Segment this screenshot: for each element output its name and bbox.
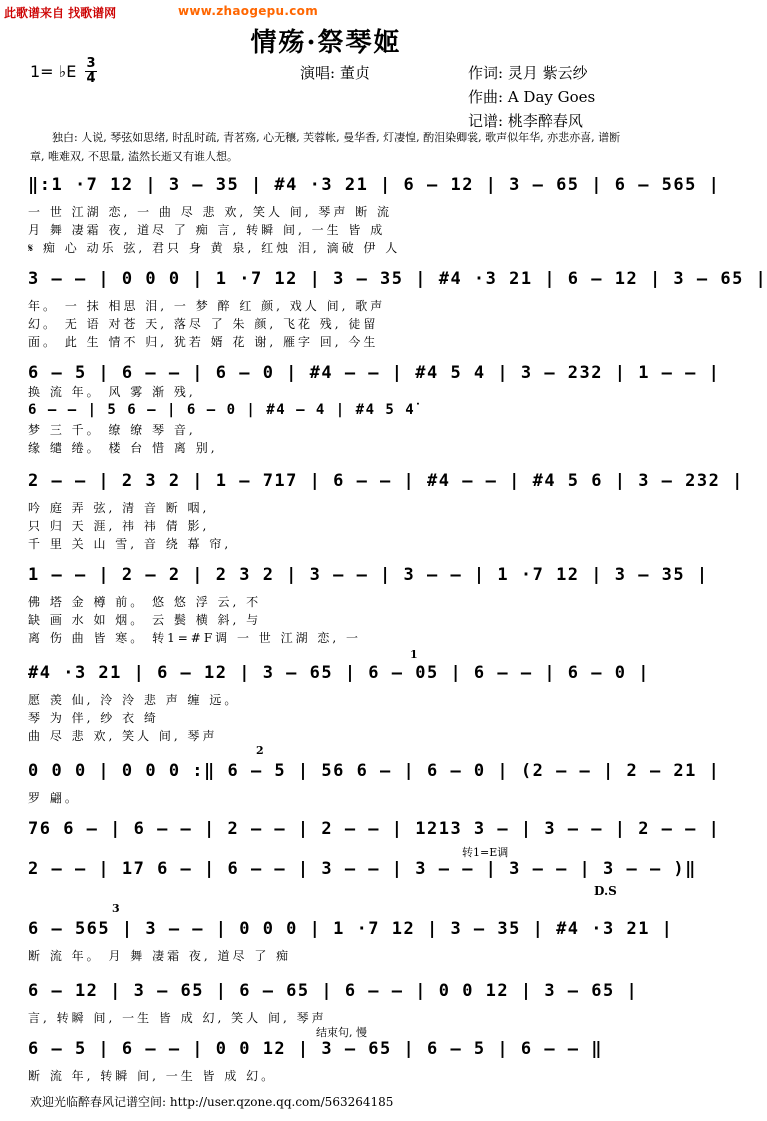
lyric-verse-3: 缘 缱 绻。 楼 台 惜 离 别,: [28, 441, 218, 455]
lyric-verse-3: 离 伤 曲 皆 寒。 转1=#F调 一 世 江湖 恋, 一: [28, 631, 362, 645]
time-signature-bottom: 4: [86, 71, 96, 86]
volta-1-label: 1: [410, 648, 418, 661]
notes-line: 2 – – | 17 6 – | 6 – – | 3 – – | 3 – – | 3 – – | 3 – – )‖: [28, 859, 697, 879]
lyric-verse-1: 断 流 年。 月 舞 凄霜 夜, 道尽 了 痴: [28, 949, 292, 963]
lyric-verse-1: 断 流 年, 转瞬 间, 一生 皆 成 幻。: [28, 1069, 277, 1083]
intro-monologue: 独白: 人说, 琴弦如思绪, 时乱时疏, 青茗殇, 心无穰, 芙蓉帐, 曼华香, 灯凄惶, 酌泪染卿裳, 歌声似年华, 亦悲亦喜, 谱断章, 唯难双, 不思量, 溘然长逝又有谁人想。: [30, 131, 621, 163]
notes-line: ‖:1 ·7 12 | 3 – 35 | #4 ·3 21 | 6 – 12 | 3 – 65 | 6 – 565 |: [28, 175, 721, 195]
score-system-3: [28, 360, 721, 460]
lyric-verse-1: 言, 转瞬 间, 一生 皆 成 幻, 笑人 间, 琴声: [28, 1011, 327, 1025]
ending-tempo-marking: 结束句, 慢: [316, 1026, 367, 1039]
lyric-verse-2: 琴 为 伴, 纱 衣 绮: [28, 711, 159, 725]
notes-line: 76 6 – | 6 – – | 2 – – | 2 – – | 1213 3 – | 3 – – | 2 – – |: [28, 819, 721, 839]
key-signature: 1= ♭E: [30, 62, 77, 81]
score-system-8: [28, 816, 721, 846]
footer-credit: 欢迎光临醉春风记谱空间: http://user.qzone.qq.com/563264185: [30, 1095, 394, 1109]
lyric-verse-2: 梦 三 千。 缭 缭 琴 音,: [28, 423, 196, 437]
lyric-verse-3: 曲 尽 悲 欢, 笑人 间, 琴声: [28, 729, 218, 743]
notes-line: 3 – – | 0 0 0 | 1 ·7 12 | 3 – 35 | #4 ·3 21 | 6 – 12 | 3 – 65 |: [28, 269, 767, 289]
notes-line: 6 – 5 | 6 – – | 0 0 12 | 3 – 65 | 6 – 5 | 6 – – ‖: [28, 1039, 604, 1059]
score-system-9: [28, 856, 697, 886]
notes-line: 6 – 5 | 6 – – | 6 – 0 | #4 – – | #4 5 4 | 3 – 232 | 1 – – |: [28, 363, 721, 383]
composer-credit: 作曲: A Day Goes: [468, 88, 596, 106]
key-change-e-label: 转1=E调: [462, 846, 509, 859]
time-signature: [85, 58, 97, 85]
ds-marking: D.S: [594, 884, 617, 898]
lyric-verse-1: 佛 塔 金 樽 前。 悠 悠 浮 云, 不: [28, 595, 262, 609]
score-system-5: [28, 562, 709, 650]
song-title: 情殇·祭琴姬: [250, 28, 402, 58]
lyric-verse-1: 愿 羡 仙, 泠 泠 悲 声 缠 远。: [28, 693, 240, 707]
notes-line: 6 – 565 | 3 – – | 0 0 0 | 1 ·7 12 | 3 – 35 | #4 ·3 21 |: [28, 919, 674, 939]
lyricist-credit: 作词: 灵月 紫云纱: [468, 64, 588, 82]
score-system-12: [28, 1036, 628, 1092]
lyric-verse-1: 吟 庭 弄 弦, 清 音 断 咽,: [28, 501, 210, 515]
score-system-10: [28, 916, 674, 972]
time-signature-top: 3: [86, 56, 96, 71]
lyric-verse-2: 缺 画 水 如 烟。 云 鬓 横 斜, 与: [28, 613, 262, 627]
watermark-url: www.zhaogepu.com: [178, 4, 318, 18]
lyric-verse-1: 年。 一 抹 相思 泪, 一 梦 醉 红 颜, 戏人 间, 歌声: [28, 299, 386, 313]
lyric-verse-3: 面。 此 生 情不 归, 犹若 婿 花 谢, 雁字 回, 今生: [28, 335, 379, 349]
volta-2-label: 2: [256, 744, 264, 757]
notes-line: 0 0 0 | 0 0 0 :‖ 6 – 5 | 56 6 – | 6 – 0 | (2 – – | 2 – 21 |: [28, 761, 721, 781]
alt-notes-line: 6 – – | 5 6 – | 6 – 0 | #4 – 4 | #4 5 4̇: [28, 402, 416, 418]
lyric-verse-3: 千 里 关 山 雪, 音 绕 幕 帘,: [28, 537, 232, 551]
notes-line: 1 – – | 2 – 2 | 2 3 2 | 3 – – | 3 – – | 1 ·7 12 | 3 – 35 |: [28, 565, 709, 585]
lyric-verse-2: 月 舞 凄霜 夜, 道尽 了 痴 言, 转瞬 间, 一生 皆 成: [28, 223, 386, 237]
lyric-verse-1: 罗 翩。: [28, 791, 80, 805]
score-system-1: [28, 172, 721, 260]
volta-3-label: 3: [112, 902, 120, 915]
singer-credit: 演唱: 董贞: [300, 64, 370, 82]
notes-line: #4 ·3 21 | 6 – 12 | 3 – 65 | 6 – 05 | 6 – – | 6 – 0 |: [28, 663, 650, 683]
lyric-verse-3: 𝄋 痴 心 动乐 弦, 君只 身 黄 泉, 红烛 泪, 滴破 伊 人: [28, 241, 401, 255]
notes-line: 6 – 12 | 3 – 65 | 6 – 65 | 6 – – | 0 0 12 | 3 – 65 |: [28, 981, 639, 1001]
score-system-7: [28, 758, 721, 808]
lyric-verse-2: 只 归 天 涯, 祎 祎 倩 影,: [28, 519, 210, 533]
lyric-verse-2: 幻。 无 语 对苍 天, 落尽 了 朱 颜, 飞花 残, 徒留: [28, 317, 379, 331]
notes-line: 2 – – | 2 3 2 | 1 – 717 | 6 – – | #4 – – | #4 5 6 | 3 – 232 |: [28, 471, 744, 491]
watermark-site-name: 此歌谱来自 找歌谱网: [4, 6, 117, 20]
lyric-verse-1: 换 流 年。 风 雾 渐 残,: [28, 385, 196, 399]
lyric-verse-1: 一 世 江湖 恋, 一 曲 尽 悲 欢, 笑人 间, 琴声 断 流: [28, 205, 393, 219]
score-system-2: [28, 266, 767, 354]
score-system-6: [28, 660, 650, 748]
score-system-4: [28, 468, 744, 556]
transcriber-credit: 记谱: 桃李醉春风: [468, 112, 583, 130]
